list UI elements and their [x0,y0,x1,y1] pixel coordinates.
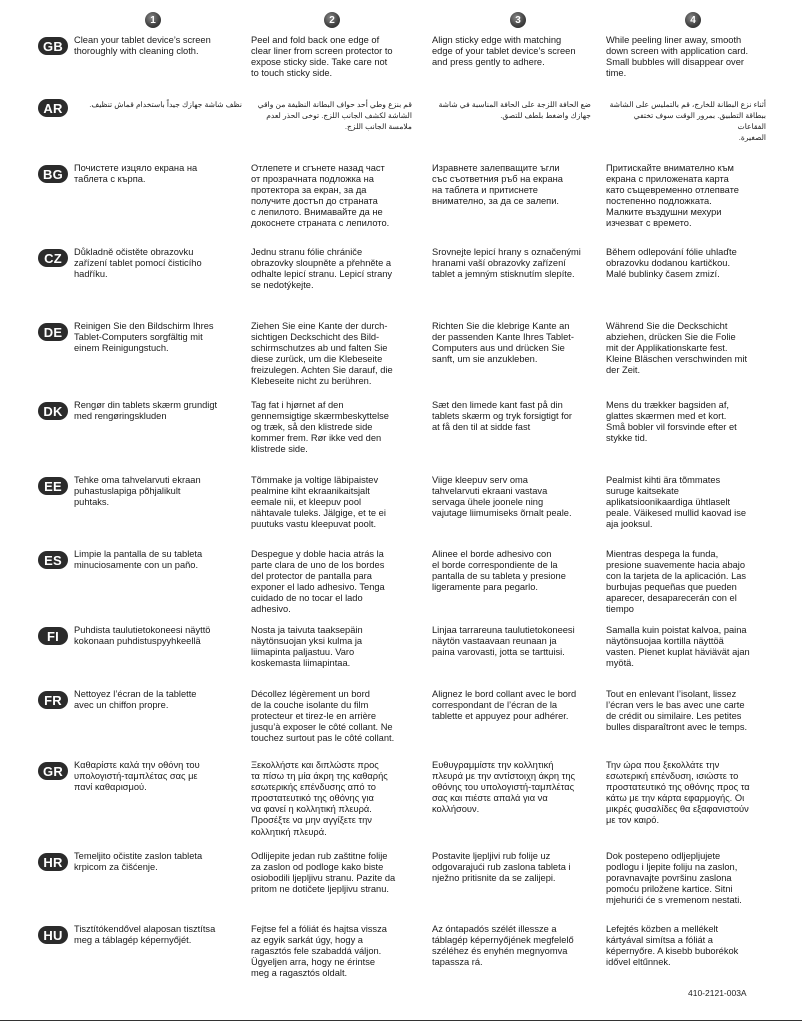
step-4-instruction: Την ώρα που ξεκολλάτε την εσωτερική επένδυση, ισιώστε το προστατευτικό της οθόνης προς τα κάτω με την κάρτα εφαρμογής. Οι μικρές φυσαλίδες θα εξαφανιστούν με τον καιρό. [606,760,750,826]
step-1-instruction: Puhdista taulutietokoneesi näyttö kokonaan puhdistuspyyhkeellä [74,625,211,647]
language-code-badge: AR [38,99,68,117]
step-1-instruction: Почистете изцяло екрана на таблета с кърпа. [74,163,198,185]
step-1-instruction: Clean your tablet device’s screen thoroughly with cleaning cloth. [74,35,211,57]
step-1-instruction: Tisztítókendővel alaposan tisztítsa meg a táblagép képernyőjét. [74,924,216,946]
step-4-instruction: While peeling liner away, smooth down screen with application card. Small bubbles will disappear over time. [606,35,749,79]
step-4-instruction: Während Sie die Deckschicht abziehen, drücken Sie die Folie mit der Applikationskarte fest. Kleine Bläschen verschwinden mit der Zeit. [606,321,748,376]
step-1-instruction: Reinigen Sie den Bildschirm Ihres Tablet-Computers sorgfältig mit einem Reinigungstuch. [74,321,214,354]
language-code-badge: FR [38,691,68,709]
language-code-badge: HU [38,926,68,944]
step-4-instruction: Dok postepeno odljepljujete podlogu i ljepite foliju na zaslon, poravnavajte površinu zaslona pomoću priložene kartice. Sitni mjehurići će s vremenom nestati. [606,851,742,906]
language-code-badge: FI [38,627,68,645]
bottom-divider [0,1020,802,1021]
step-3-instruction: Alignez le bord collant avec le bord correspondant de l’écran de la tablette et appuyez pour adhérer. [432,689,577,722]
step-4-instruction: أثناء نزع البطانة للخارج، قم بالتمليس على الشاشة ببطاقة التطبيق. بمرور الوقت سوف تختفي الفقاعات الصغيرة. [609,100,766,142]
step-2-instruction: Ziehen Sie eine Kante der durch- sichtigen Deckschicht des Bild- schirmschutzes ab und falten Sie diese zurück, um die Klebeseite freizulegen. Achten Sie darauf, die Klebeseite nicht zu berühren. [251,321,393,387]
step-2-instruction: Peel and fold back one edge of clear liner from screen protector to expose sticky side. Take care not to touch sticky side. [251,35,393,79]
step-2-instruction: Отлепете и сгънете назад част от прозрачната подложка на протектора за екран, за да получите достъп до страната с лепилото. Внимавайте да не докоснете страната с лепилото. [251,163,390,229]
step-1-instruction: Tehke oma tahvelarvuti ekraan puhastuslapiga põhjalikult puhtaks. [74,475,201,508]
step-4-instruction: Притискайте внимателно към екрана с приложената карта като същевременно отлепвате постепенно подложката. Малките въздушни мехури изчезват с времето. [606,163,739,229]
step-2-instruction: Tõmmake ja voltige läbipaistev pealmine kiht ekraanikaitsjalt eemale nii, et kleepuv pool nähtavale tuleks. Jälgige, et te ei puutuks vastu kleepuvat poolt. [251,475,386,530]
step-4-instruction: Pealmist kihti ära tõmmates suruge kaitsekate aplikatsioonikaardiga ühtlaselt peale. Väikesed mullid kaovad ise aja jooksul. [606,475,747,530]
language-code-badge: EE [38,477,68,495]
step-2-instruction: قم بنزع وطي أحد حواف البطانة النظيفة من واقي الشاشة لكشف الجانب اللزج. توخى الحذر لعدم ملامسة الجانب اللزج. [257,100,412,131]
step-3-instruction: Ευθυγραμμίστε την κολλητική πλευρά με την αντίστοιχη άκρη της οθόνης του υπολογιστή-ταμπλέτας σας και πιέστε απαλά για να κολλήσουν. [432,760,575,815]
step-3-instruction: Linjaa tarrareuna taulutietokoneesi näytön vastaavaan reunaan ja paina varovasti, jotta se tarttuisi. [432,625,575,658]
step-1-instruction: Nettoyez l’écran de la tablette avec un chiffon propre. [74,689,197,711]
step-1-instruction: Καθαρίστε καλά την οθόνη του υπολογιστή-ταμπλέτας σας με πανί καθαρισμού. [74,760,200,793]
document-code: 410-2121-003A [688,988,747,998]
step-2-instruction: Despegue y doble hacia atrás la parte clara de uno de los bordes del protector de pantalla para exponer el lado adhesivo. Tenga cuidado de no tocar el lado adhesivo. [251,549,385,615]
step-4-badge: 4 [685,12,701,28]
step-2-instruction: Fejtse fel a fóliát és hajtsa vissza az egyik sarkát úgy, hogy a ragasztós fele szabaddá váljon. Ügyeljen arra, hogy ne érintse meg a ragasztós oldalt. [251,924,387,979]
step-3-instruction: Viige kleepuv serv oma tahvelarvuti ekraani vastava servaga ühele joonele ning vajutage liimumiseks õrnalt peale. [432,475,572,519]
step-2-instruction: Odlijepite jedan rub zaštitne folije za zaslon od podloge kako biste osiobodili ljepljivu stranu. Pazite da pritom ne dotičete ljepljivu stranu. [251,851,396,895]
language-code-badge: ES [38,551,68,569]
step-1-instruction: نظف شاشة جهازك جيداً باستخدام قماش تنظيف. [89,100,242,109]
language-code-badge: CZ [38,249,68,267]
language-code-badge: HR [38,853,68,871]
step-3-instruction: Richten Sie die klebrige Kante an der passenden Kante Ihres Tablet- Computers aus und drücken Sie sanft, um sie anzukleben. [432,321,574,365]
step-3-instruction: Align sticky edge with matching edge of your tablet device’s screen and press gently to adhere. [432,35,576,68]
step-4-instruction: Mientras despega la funda, presione suavemente hacia abajo con la tarjeta de la aplicación. Las burbujas pequeñas que pueden aparecer, desaparecerán con el tiempo [606,549,747,615]
step-2-instruction: Ξεκολλήστε και διπλώστε προς τα πίσω τη μία άκρη της καθαρής εσωτερικής επένδυσης από το προστατευτικό της οθόνης για να φανεί η κολλητική πλευρά. Προσέξτε να μην αγγίξετε την κολλητική πλευρά. [251,760,388,837]
step-1-badge: 1 [145,12,161,28]
step-2-badge: 2 [324,12,340,28]
step-3-instruction: Sæt den limede kant fast på din tablets skærm og tryk forsigtigt for at få den til at sidde fast [432,400,573,433]
step-3-instruction: Postavite ljepljivi rub folije uz odgovarajući rub zaslona tableta i nježno pritisnite da se zalijepi. [432,851,571,884]
step-3-instruction: ضع الحافة اللزجة على الحافة المناسبة في شاشة جهازك واضغط بلطف للتصق. [438,100,591,120]
step-2-instruction: Tag fat i hjørnet af den gennemsigtige skærmbeskyttelse og træk, så den klistrede side kommer frem. Rør ikke ved den klistrede side. [251,400,389,455]
step-3-badge: 3 [510,12,526,28]
step-4-instruction: Samalla kuin poistat kalvoa, paina näytönsuojaa kortilla näyttöä vasten. Pienet kuplat häviävät ajan myötä. [606,625,750,669]
step-1-instruction: Rengør din tablets skærm grundigt med rengøringskluden [74,400,218,422]
step-1-instruction: Limpie la pantalla de su tableta minuciosamente con un paño. [74,549,203,571]
language-code-badge: GR [38,762,68,780]
step-1-instruction: Důkladně očistěte obrazovku zařízení tablet pomocí čisticího hadříku. [74,247,202,280]
step-4-instruction: Lefejtés közben a mellékelt kártyával simítsa a fóliát a képernyőre. A kisebb buborékok idővel eltűnnek. [606,924,739,968]
step-3-instruction: Изравнете залепващите ъгли със съответния ръб на екрана на таблета и притиснете внимателно, за да се залепи. [432,163,563,207]
step-4-instruction: Mens du trækker bagsiden af, glattes skærmen med et kort. Små bobler vil forsvinde efter et stykke tid. [606,400,737,444]
language-code-badge: BG [38,165,68,183]
step-3-instruction: Alinee el borde adhesivo con el borde correspondiente de la pantalla de su tableta y presione ligeramente para pegarlo. [432,549,566,593]
step-4-instruction: Během odlepování fólie uhlaďte obrazovku dodanou kartičkou. Malé bublinky časem zmizí. [606,247,737,280]
step-2-instruction: Décollez légèrement un bord de la couche isolante du film protecteur et tirez-le en arrière jusqu’à exposer le côté collant. Ne touchez surtout pas le côté collant. [251,689,395,744]
step-3-instruction: Az óntapadós szélét illessze a táblagép képernyőjének megfelelő széléhez és enyhén megnyomva tapassza rá. [432,924,574,968]
language-code-badge: GB [38,37,68,55]
step-4-instruction: Tout en enlevant l’isolant, lissez l’écran vers le bas avec une carte de crédit ou similaire. Les petites bulles disparaîtront avec le temps. [606,689,748,733]
step-1-instruction: Temeljito očistite zaslon tableta krpicom za čišćenje. [74,851,203,873]
language-code-badge: DK [38,402,68,420]
step-3-instruction: Srovnejte lepicí hrany s označenými hranami vaší obrazovky zařízení tablet a jemným stisknutím slepíte. [432,247,581,280]
language-code-badge: DE [38,323,68,341]
step-2-instruction: Jednu stranu fólie chrániče obrazovky sloupněte a přehněte a odhalte lepicí stranu. Lepicí strany se nedotýkejte. [251,247,393,291]
step-number-header [0,12,802,32]
step-2-instruction: Nosta ja taivuta taaksepäin näytönsuojan yksi kulma ja liimapinta paljastuu. Varo koskemasta liimapintaa. [251,625,363,669]
